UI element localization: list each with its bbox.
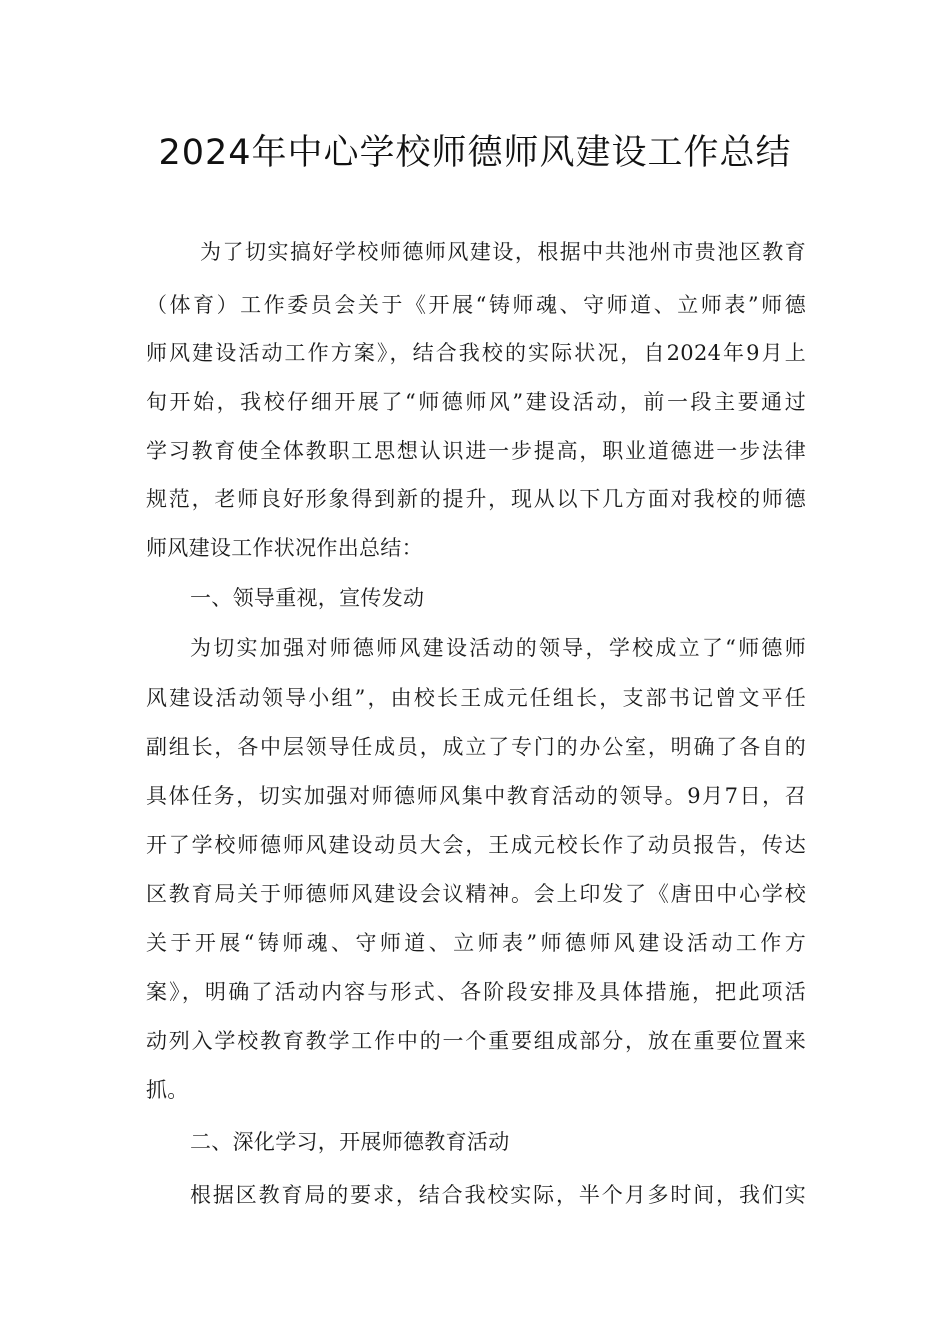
paragraph-line: 师风建设工作状况作出总结：	[146, 536, 423, 560]
paragraph-line: 关于开展“铸师魂、守师道、立师表”师德师风建设活动工作方	[146, 931, 806, 955]
paragraph-line: 动列入学校教育教学工作中的一个重要组成部分，放在重要位置来	[146, 1029, 806, 1053]
paragraph-line: 规范，老师良好形象得到新的提升，现从以下几方面对我校的师德	[146, 487, 806, 511]
paragraph-line: （体育）工作委员会关于《开展“铸师魂、守师道、立师表”师德	[146, 293, 806, 317]
paragraph-line: 为了切实搞好学校师德师风建设，根据中共池州市贵池区教育	[200, 240, 806, 264]
paragraph-line: 风建设活动领导小组”，由校长王成元任组长，支部书记曾文平任	[146, 686, 806, 710]
paragraph-line: 副组长，各中层领导任成员，成立了专门的办公室，明确了各自的	[146, 735, 806, 759]
paragraph-line: 开了学校师德师风建设动员大会，王成元校长作了动员报告，传达	[146, 833, 806, 857]
paragraph-line: 抓。	[146, 1078, 189, 1102]
section-heading: 二、深化学习，开展师德教育活动	[190, 1130, 510, 1154]
paragraph-line: 师风建设活动工作方案》，结合我校的实际状况，自2024年9月上	[146, 341, 806, 365]
paragraph-line: 具体任务，切实加强对师德师风集中教育活动的领导。9月7日，召	[146, 784, 806, 808]
paragraph-line: 案》，明确了活动内容与形式、各阶段安排及具体措施，把此项活	[146, 980, 806, 1004]
paragraph-line: 旬开始，我校仔细开展了“师德师风”建设活动，前一段主要通过	[146, 390, 806, 414]
paragraph-line: 为切实加强对师德师风建设活动的领导，学校成立了“师德师	[190, 636, 806, 660]
document-title: 2024年中心学校师德师风建设工作总结	[158, 133, 792, 173]
paragraph-line: 学习教育使全体教职工思想认识进一步提高，职业道德进一步法律	[146, 439, 806, 463]
paragraph-line: 根据区教育局的要求，结合我校实际，半个月多时间，我们实	[190, 1183, 806, 1207]
section-heading: 一、领导重视，宣传发动	[190, 586, 425, 610]
paragraph-line: 区教育局关于师德师风建设会议精神。会上印发了《唐田中心学校	[146, 882, 806, 906]
